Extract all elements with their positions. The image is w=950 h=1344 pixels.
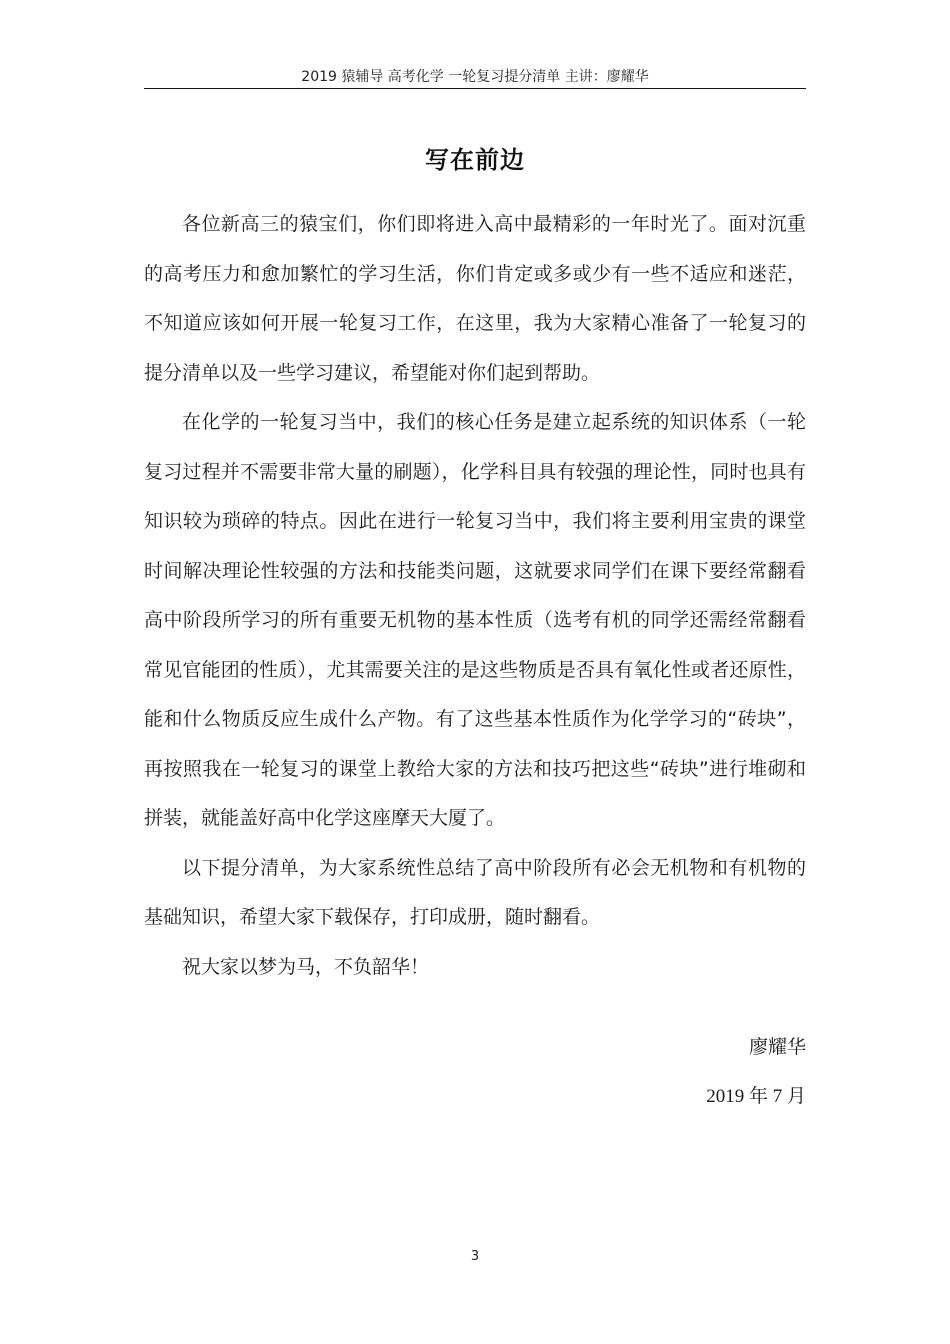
paragraph-method: 在化学的一轮复习当中，我们的核心任务是建立起系统的知识体系（一轮复习过程并不需要非常大量的刷题），化学科目具有较强的理论性，同时也具有知识较为琐碎的特点。因此在进行一轮复习当中，我们将主要利用宝贵的课堂时间解决理论性较强的方法和技能类问题，这就要求同学们在课下要经常翻看高中阶段所学习的所有重要无机物的基本性质（选考有机的同学还需经常翻看常见官能团的性质），尤其需要关注的是这些物质是否具有氧化性或者还原性，能和什么物质反应生成什么产物。有了这些基本性质作为化学学习的“砖块”，再按照我在一轮复习的课堂上教给大家的方法和技巧把这些“砖块”进行堆砌和拼装，就能盖好高中化学这座摩天大厦了。 <box>144 411 806 829</box>
header-divider <box>144 88 806 89</box>
signature-name: 廖耀华 <box>748 1036 806 1058</box>
paragraph-checklist: 以下提分清单，为大家系统性总结了高中阶段所有必会无机物和有机物的基础知识，希望大家下载保存，打印成册，随时翻看。 <box>144 856 806 928</box>
paragraph-wish: 祝大家以梦为马，不负韶华！ <box>182 955 430 978</box>
signature-date: 2019 年 7 月 <box>706 1086 806 1107</box>
paragraph-intro: 各位新高三的猿宝们，你们即将进入高中最精彩的一年时光了。面对沉重的高考压力和愈加繁忙的学习生活，你们肯定或多或少有一些不适应和迷茫，不知道应该如何开展一轮复习工作，在这里，我为大家精心准备了一轮复习的提分清单以及一些学习建议，希望能对你们起到帮助。 <box>144 213 806 384</box>
page-number: 3 <box>470 1249 480 1264</box>
running-header: 2019 猿辅导 高考化学 一轮复习提分清单 主讲：廖耀华 <box>301 69 649 85</box>
body-text <box>144 200 806 992</box>
page-title: 写在前边 <box>425 146 525 175</box>
